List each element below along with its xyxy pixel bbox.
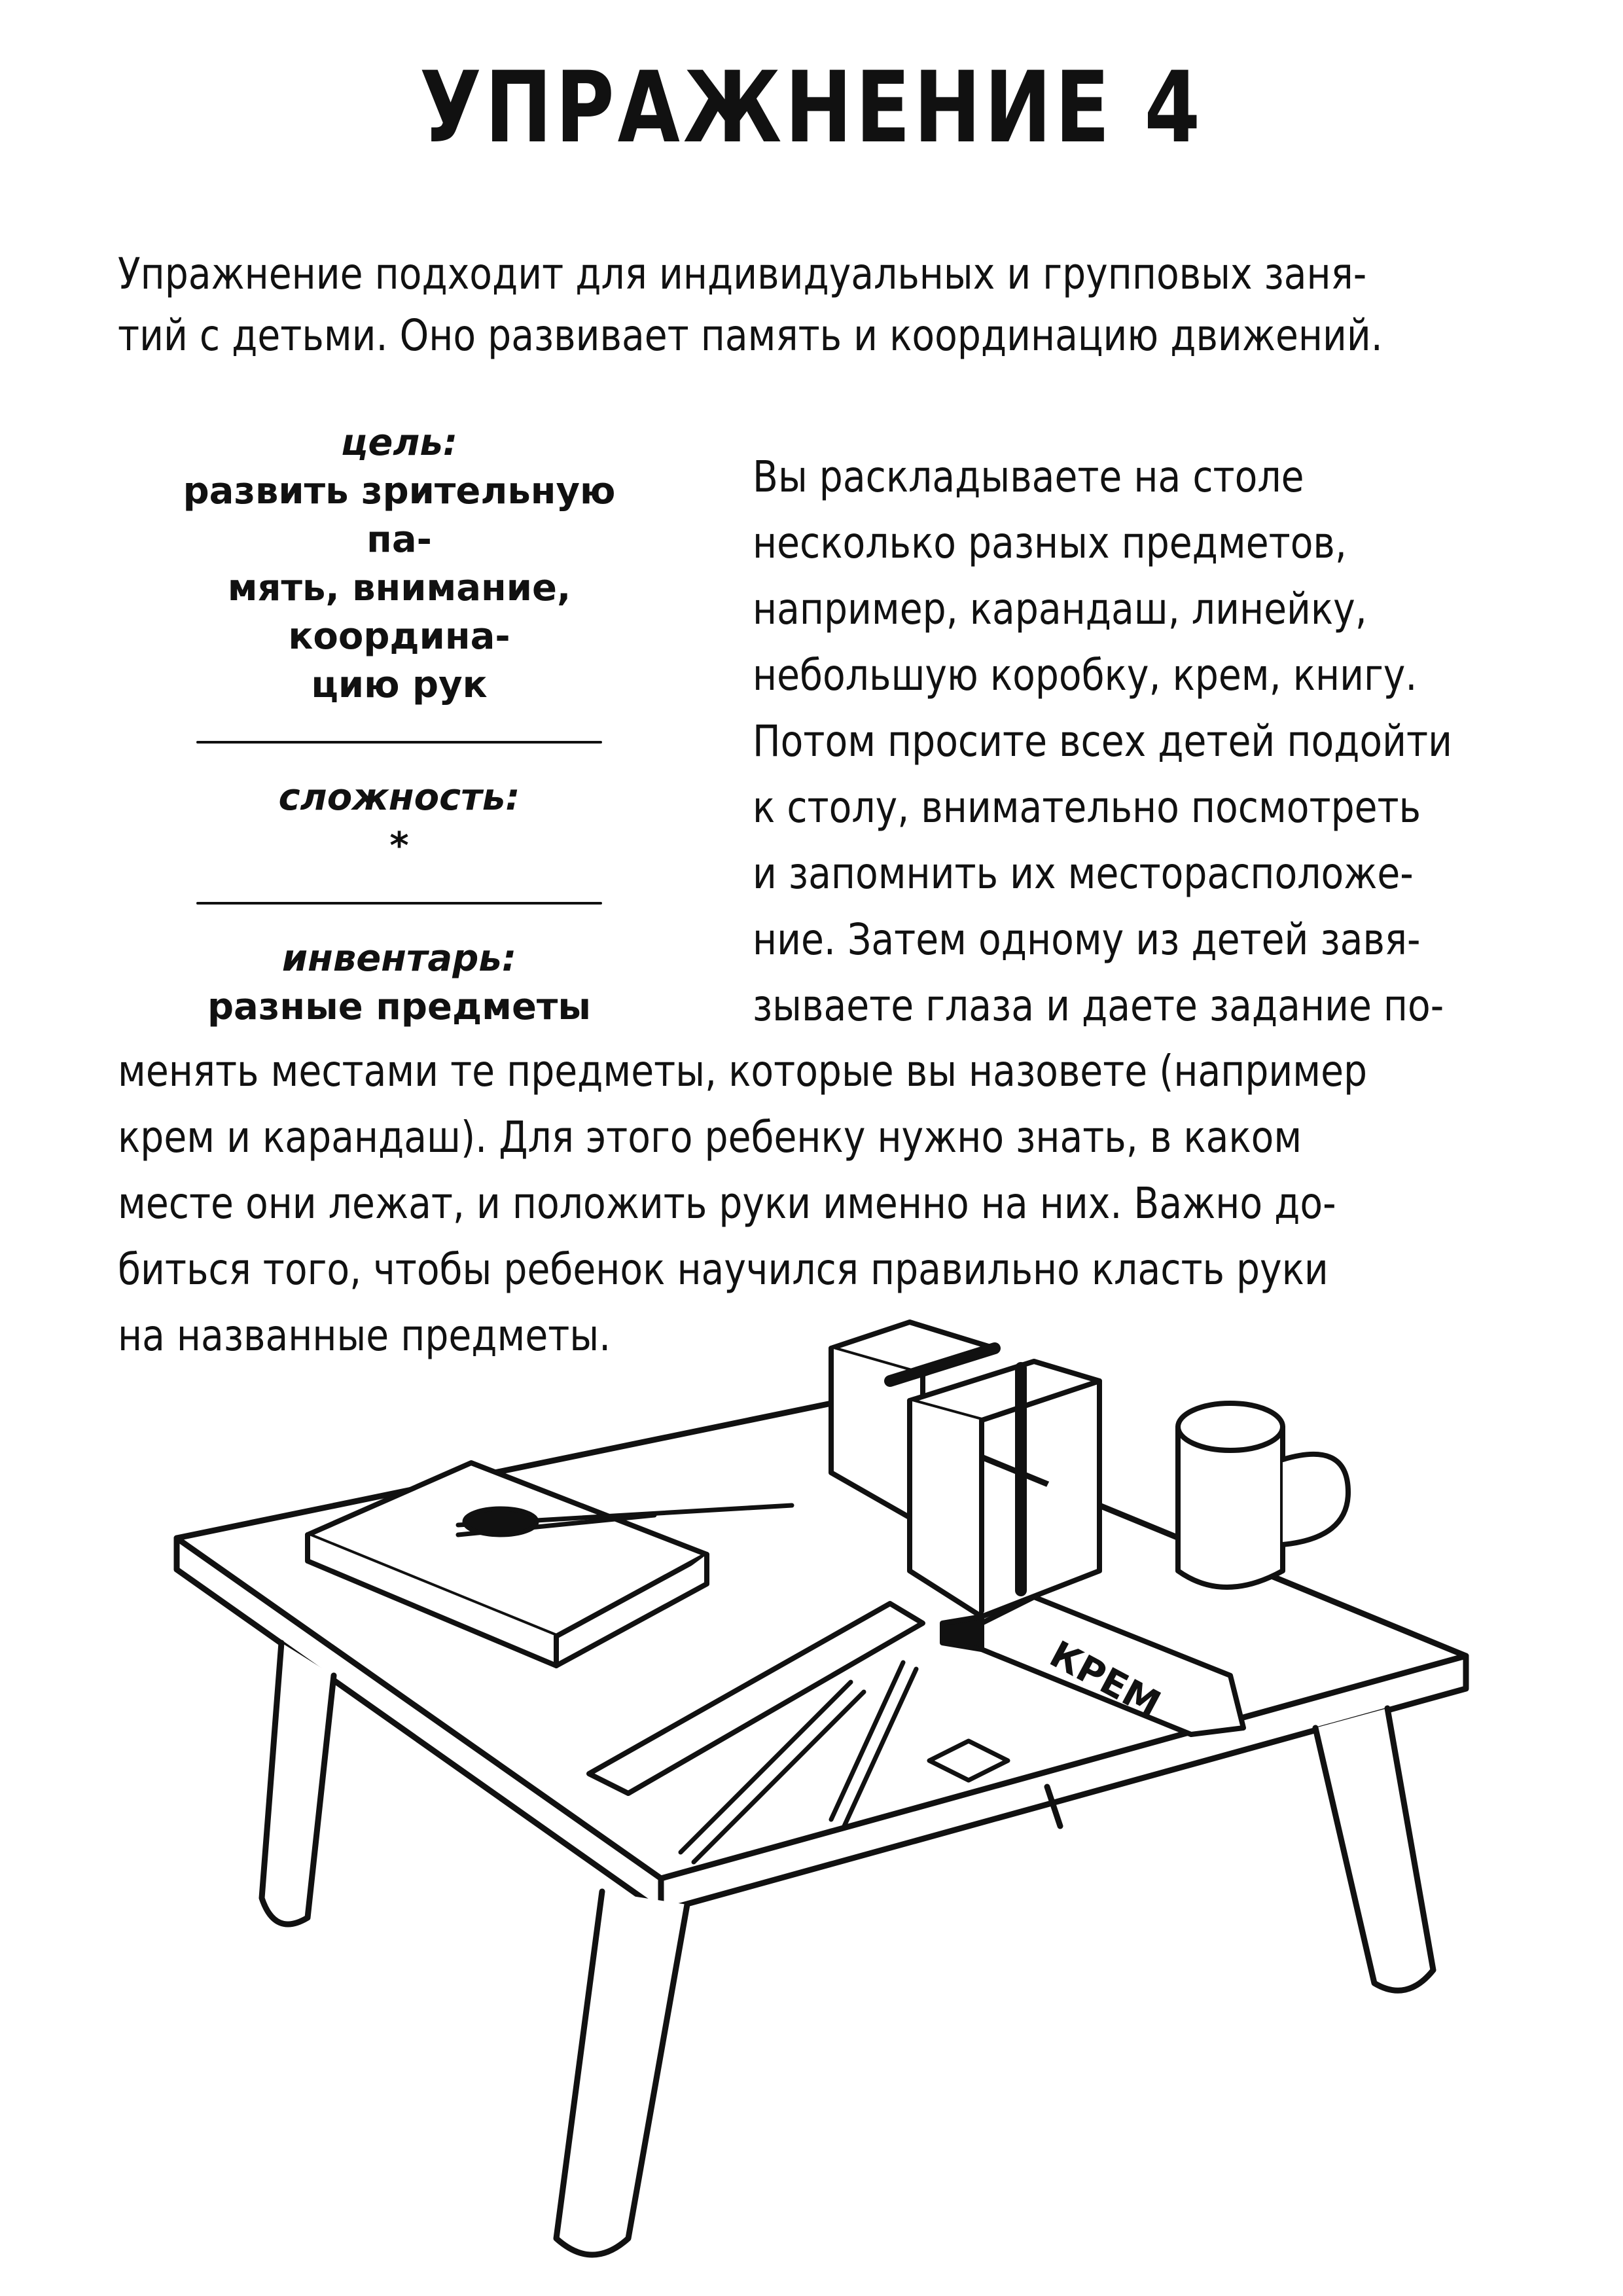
divider: [196, 902, 602, 905]
mug-drawing: [1178, 1403, 1348, 1587]
equipment-label: инвентарь:: [281, 937, 517, 980]
exercise-info-sidebar: [157, 419, 641, 1031]
goal-label: цель:: [340, 422, 458, 464]
page-title: УПРАЖНЕНИЕ 4: [419, 51, 1204, 165]
intro-paragraph: Упражнение подходит для индивидуальных и групповых заня- тий с детьми. Оно развивает память и координацию движений.: [118, 249, 1383, 361]
difficulty-label: сложность:: [278, 776, 520, 819]
difficulty-value: *: [389, 825, 409, 867]
divider: [196, 741, 602, 744]
cream-tube-label: КРЕМ: [1043, 1632, 1168, 1727]
equipment-value: разные предметы: [207, 986, 592, 1028]
body-full-text: менять местами те предметы, которые вы назовете (например крем и карандаш). Для этого ребенку нужно знать, в каком месте они лежат, и положить руки именно на них. Важно до- биться того, чтобы ребенок научился правильно класть руки на названные предметы.: [118, 1046, 1368, 1361]
body-column-text: Вы раскладываете на столе несколько разных предметов, например, карандаш, линейку, небольшую коробку, крем, книгу. Потом просите всех детей подойти к столу, внимательно посмотреть и запомнить их месторасположе- ние. Затем одному из детей завя- зываете глаза и даете задание по-: [753, 452, 1452, 1031]
goal-value: развить зрительную па- мять, внимание, координа- цию рук: [183, 470, 616, 706]
table-illustration: [0, 1309, 1623, 2296]
